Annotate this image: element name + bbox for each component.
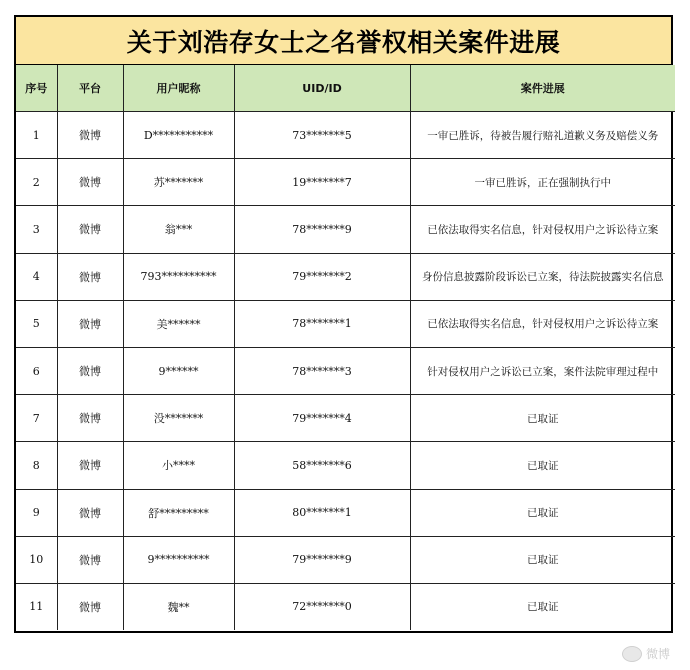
cell-platform: 微博 (57, 300, 123, 347)
header-nickname: 用户昵称 (123, 65, 234, 112)
cell-progress: 已依法取得实名信息，针对侵权用户之诉讼待立案 (410, 300, 675, 347)
cell-index: 8 (16, 442, 57, 489)
cell-index: 7 (16, 395, 57, 442)
cell-progress: 一审已胜诉，待被告履行赔礼道歉义务及赔偿义务 (410, 112, 675, 159)
cell-index: 9 (16, 489, 57, 536)
cell-nickname: 舒********* (123, 489, 234, 536)
cell-platform: 微博 (57, 347, 123, 394)
cell-platform: 微博 (57, 206, 123, 253)
table-row (16, 489, 675, 536)
case-table (16, 65, 675, 630)
cell-nickname: 小**** (123, 442, 234, 489)
cell-nickname: 9****** (123, 347, 234, 394)
cell-nickname: 9********** (123, 536, 234, 583)
page-title: 关于刘浩存女士之名誉权相关案件进展 (126, 27, 561, 57)
cell-uid: 78*******1 (234, 300, 410, 347)
cell-uid: 79*******2 (234, 253, 410, 300)
cell-progress: 一审已胜诉，正在强制执行中 (410, 159, 675, 206)
cell-platform: 微博 (57, 112, 123, 159)
cell-nickname: 美****** (123, 300, 234, 347)
cell-platform: 微博 (57, 583, 123, 630)
table-row (16, 206, 675, 253)
cell-progress: 已依法取得实名信息，针对侵权用户之诉讼待立案 (410, 206, 675, 253)
table-row (16, 253, 675, 300)
cell-uid: 79*******4 (234, 395, 410, 442)
cell-index: 1 (16, 112, 57, 159)
table-header-row (16, 65, 675, 112)
cell-platform: 微博 (57, 253, 123, 300)
cell-index: 5 (16, 300, 57, 347)
table-row (16, 112, 675, 159)
table-row (16, 159, 675, 206)
header-uid: UID/ID (234, 65, 410, 112)
cell-uid: 78*******3 (234, 347, 410, 394)
cell-uid: 73*******5 (234, 112, 410, 159)
cell-progress: 已取证 (410, 489, 675, 536)
table-row (16, 347, 675, 394)
cell-nickname: 793********** (123, 253, 234, 300)
title-bar (16, 17, 671, 65)
cell-platform: 微博 (57, 536, 123, 583)
cell-platform: 微博 (57, 489, 123, 536)
case-progress-sheet (14, 15, 673, 633)
cell-platform: 微博 (57, 442, 123, 489)
cell-nickname: 魏** (123, 583, 234, 630)
table-row (16, 442, 675, 489)
header-index: 序号 (16, 65, 57, 112)
table-row (16, 395, 675, 442)
cell-uid: 78*******9 (234, 206, 410, 253)
cell-uid: 79*******9 (234, 536, 410, 583)
cell-index: 10 (16, 536, 57, 583)
table-row (16, 583, 675, 630)
header-platform: 平台 (57, 65, 123, 112)
cell-index: 4 (16, 253, 57, 300)
cell-nickname: D*********** (123, 112, 234, 159)
cell-index: 11 (16, 583, 57, 630)
cell-uid: 19*******7 (234, 159, 410, 206)
cell-index: 3 (16, 206, 57, 253)
cell-index: 6 (16, 347, 57, 394)
cell-nickname: 没******* (123, 395, 234, 442)
weibo-logo-icon (622, 646, 642, 662)
watermark (622, 645, 670, 662)
cell-nickname: 翁*** (123, 206, 234, 253)
cell-uid: 72*******0 (234, 583, 410, 630)
cell-progress: 已取证 (410, 536, 675, 583)
cell-uid: 80*******1 (234, 489, 410, 536)
cell-progress: 已取证 (410, 395, 675, 442)
cell-nickname: 苏******* (123, 159, 234, 206)
cell-progress: 已取证 (410, 583, 675, 630)
cell-platform: 微博 (57, 159, 123, 206)
cell-progress: 已取证 (410, 442, 675, 489)
cell-progress: 身份信息披露阶段诉讼已立案，待法院披露实名信息 (410, 253, 675, 300)
cell-platform: 微博 (57, 395, 123, 442)
case-rows (16, 112, 675, 631)
cell-uid: 58*******6 (234, 442, 410, 489)
watermark-text: 微博 (645, 647, 670, 661)
header-progress: 案件进展 (410, 65, 675, 112)
cell-progress: 针对侵权用户之诉讼已立案，案件法院审理过程中 (410, 347, 675, 394)
table-row (16, 300, 675, 347)
table-row (16, 536, 675, 583)
cell-index: 2 (16, 159, 57, 206)
